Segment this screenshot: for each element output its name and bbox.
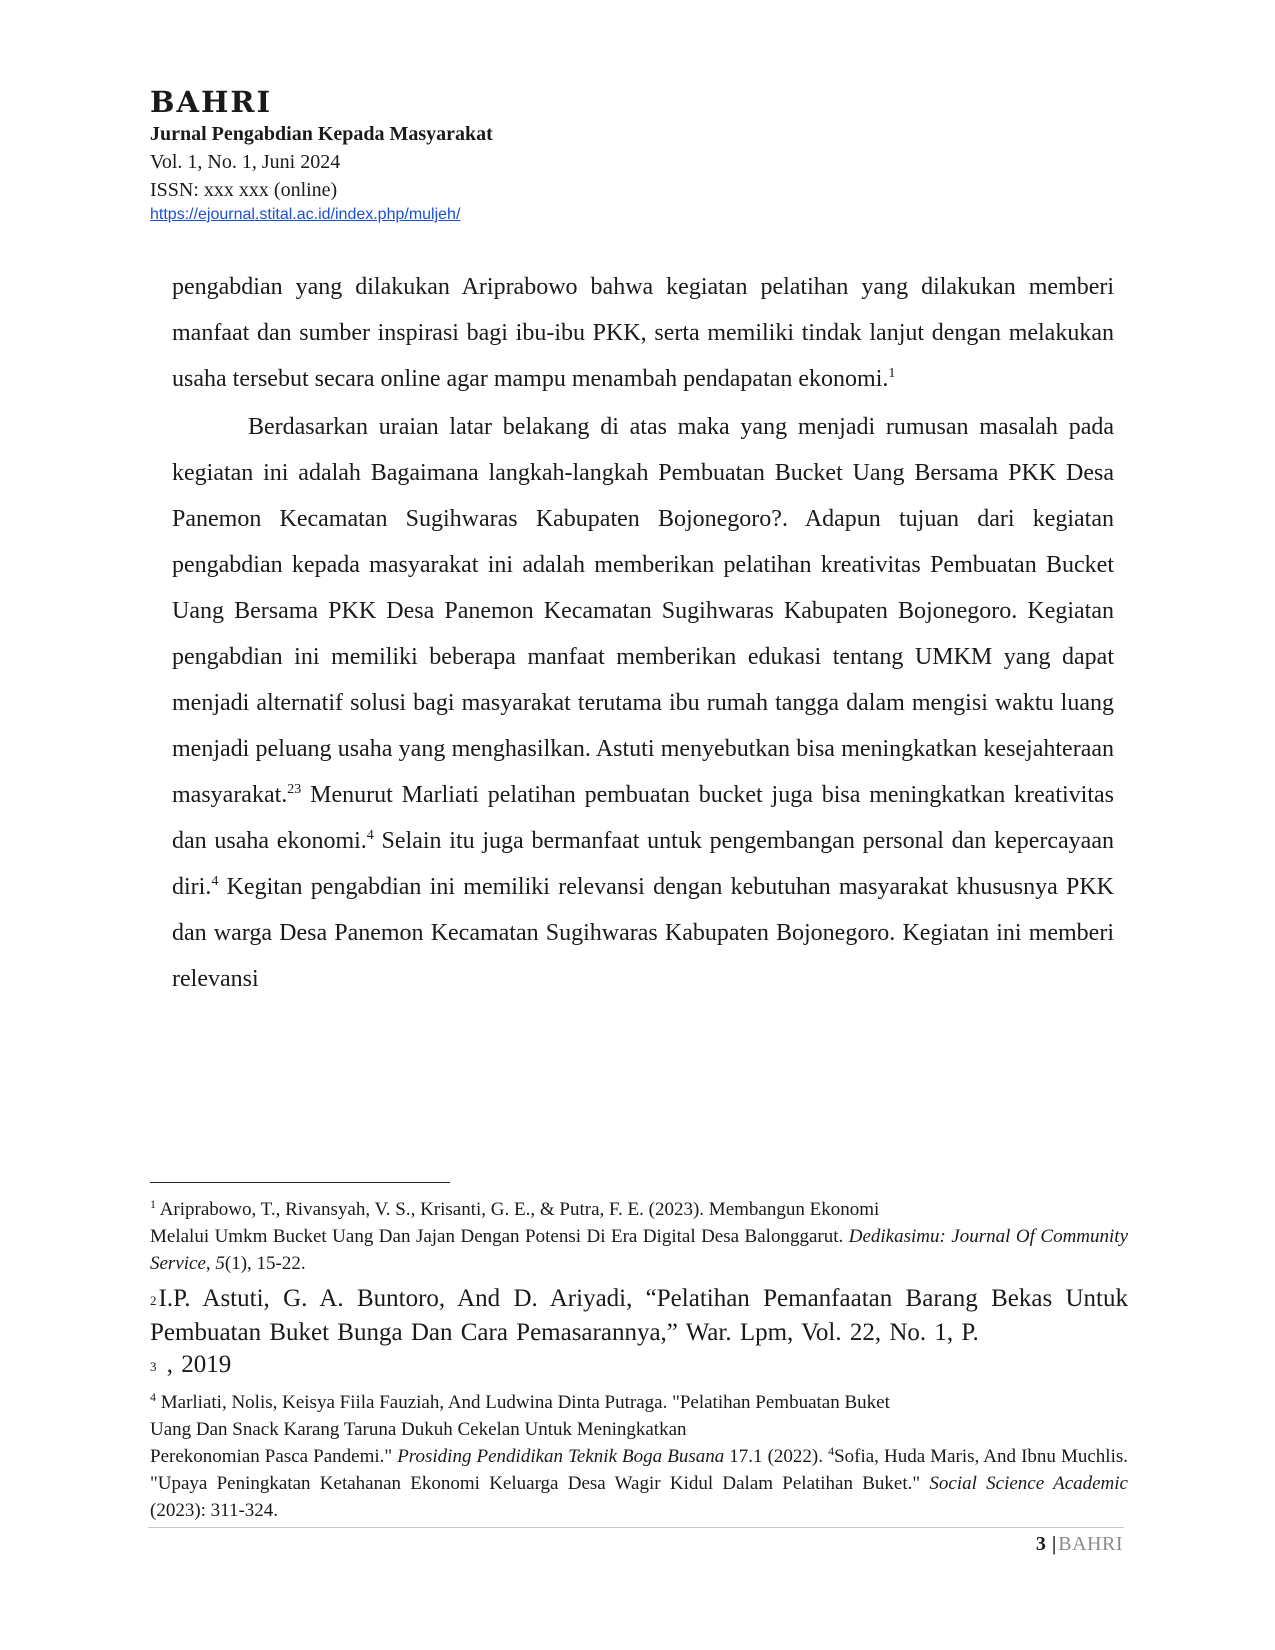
footnote-divider <box>150 1182 450 1183</box>
paragraph-2-part4: Kegitan pengabdian ini memiliki relevansi dengan kebutuhan masyarakat khususnya PKK dan warga Desa Panemon Kecamatan Sugihwaras Kabupaten Bojonegoro. Kegiatan ini memberi relevansi <box>172 874 1114 992</box>
journal-url-link[interactable]: https://ejournal.stital.ac.id/index.php/muljeh/ <box>150 206 461 223</box>
footnote-4-line1 <box>150 1389 1128 1416</box>
footnote-4-mark: 4 <box>150 1390 156 1404</box>
footnote-1-text-line1: Ariprabowo, T., Rivansyah, V. S., Krisanti, G. E., & Putra, F. E. (2023). Membangun Ekonomi <box>159 1199 880 1220</box>
footnote-4-text-line1: Marliati, Nolis, Keisya Fiila Fauziah, And Ludwina Dinta Putraga. "Pelatihan Pembuatan Buket <box>160 1392 890 1413</box>
footnote-ref-4a[interactable]: 4 <box>366 828 374 843</box>
footnote-ref-1[interactable]: 1 <box>888 366 896 381</box>
paragraph-1-text: pengabdian yang dilakukan Ariprabowo bahwa kegiatan pelatihan yang dilakukan memberi manfaat dan sumber inspirasi bagi ibu-ibu PKK, serta memiliki tindak lanjut dengan melakukan usaha tersebut secara online agar mampu menambah pendapatan ekonomi. <box>172 274 1114 392</box>
page-footer <box>1036 1530 1123 1558</box>
footnote-4b-mark: 4 <box>828 1444 835 1458</box>
footnote-4-cite1: 17.1 (2022). <box>724 1446 824 1467</box>
footnote-2-text: I.P. Astuti, G. A. Buntoro, And D. Ariyadi, “Pelatihan Pemanfaatan Barang Bekas Untuk Pembuatan Buket Bunga Dan Cara Pemasarannya,” War. Lpm, Vol. 22, No. 1, P. <box>150 1285 1128 1346</box>
body-text <box>172 264 1114 1002</box>
footnote-1-volume: 5 <box>215 1253 225 1274</box>
footnote-4-journal2: Social Science Academic <box>929 1473 1128 1494</box>
footnote-4-text-line3: Perekonomian Pasca Pandemi." <box>150 1446 393 1467</box>
journal-issn: ISSN: xxx xxx (online) <box>150 179 338 201</box>
footer-journal-name: BAHRI <box>1058 1533 1123 1555</box>
footnote-1-mark: 1 <box>150 1197 156 1211</box>
footnote-ref-23[interactable]: 23 <box>287 782 302 797</box>
footnote-1: $^1$ Ariprabowo, T., Rivansyah, V. S., Krisanti, G. E., & Putra, F. E. (2023). Membangun Ekonomi Melalui Umkm Bucket Uang Dan Jajan Dengan Potensi Di Era Digital Desa Balonggarut. Dedikasimu: Journal Of Community Service, 5(1), 15-22. <box>150 1197 1128 1274</box>
journal-header <box>150 84 493 226</box>
footnote-1-text-line2: Melalui Umkm Bucket Uang Dan Jajan Dengan Potensi Di Era Digital Desa Balonggarut. <box>150 1226 844 1247</box>
footnote-3-mark: 3 <box>150 1359 157 1374</box>
paragraph-1 <box>172 264 1114 402</box>
footnote-1-journal: Dedikasimu: Journal Of Community Service <box>150 1226 1128 1274</box>
footer-divider <box>148 1527 1124 1528</box>
footnote-2-mark: 2 <box>150 1293 157 1308</box>
paragraph-2-part2: Menurut Marliati pelatihan pembuatan bucket juga bisa meningkatkan kreativitas dan usaha ekonomi. <box>172 782 1114 854</box>
footnotes <box>150 1196 1128 1530</box>
footnote-4-text-line2: Uang Dan Snack Karang Taruna Dukuh Cekelan Untuk Meningkatkan <box>150 1419 687 1440</box>
footnote-2 <box>150 1283 1128 1383</box>
paragraph-2-part3: Selain itu juga bermanfaat untuk pengembangan personal dan kepercayaan diri. <box>172 828 1114 900</box>
footnote-2-tail: , 2019 <box>166 1351 232 1378</box>
paragraph-2-part1: Berdasarkan uraian latar belakang di atas maka yang menjadi rumusan masalah pada kegiatan ini adalah Bagaimana langkah-langkah Pembuatan Bucket Uang Bersama PKK Desa Panemon Kecamatan Sugihwaras Kabupaten Bojonegoro?. Adapun tujuan dari kegiatan pengabdian kepada masyarakat ini adalah memberikan pelatihan kreativitas Pembuatan Bucket Uang Bersama PKK Desa Panemon Kecamatan Sugihwaras Kabupaten Bojonegoro. Kegiatan pengabdian ini memiliki beberapa manfaat memberikan edukasi tentang UMKM yang dapat menjadi alternatif solusi bagi masyarakat terutama ibu rumah tangga dalam mengisi waktu luang menjadi peluang usaha yang menghasilkan. Astuti menyebutkan bisa meningkatkan kesejahteraan masyarakat. <box>172 414 1114 808</box>
journal-name: BAHRI <box>150 85 273 119</box>
footnote-4-text2: Sofia, Huda Maris, And Ibnu Muchlis. "Upaya Peningkatan Ketahanan Ekonomi Keluarga Desa Wagir Kidul Dalam Pelatihan Buket." <box>150 1446 1128 1494</box>
footer-separator: | <box>1051 1533 1057 1555</box>
journal-subtitle: Jurnal Pengabdian Kepada Masyarakat <box>150 123 493 145</box>
footnote-1-rest: (1), 15-22. <box>224 1253 306 1274</box>
footnote-1-line1 <box>150 1196 1128 1223</box>
footnote-4 <box>150 1389 1128 1524</box>
footnote-2-tail-line <box>150 1349 1128 1383</box>
page-number: 3 <box>1035 1533 1046 1555</box>
footnote-4-journal1: Prosiding Pendidikan Teknik Boga Busana <box>397 1446 725 1467</box>
journal-volume: Vol. 1, No. 1, Juni 2024 <box>150 151 341 173</box>
footnote-ref-4b[interactable]: 4 <box>211 874 219 889</box>
footnote-4-cite2: (2023): 311-324. <box>150 1500 279 1521</box>
paragraph-2 <box>172 404 1114 1002</box>
